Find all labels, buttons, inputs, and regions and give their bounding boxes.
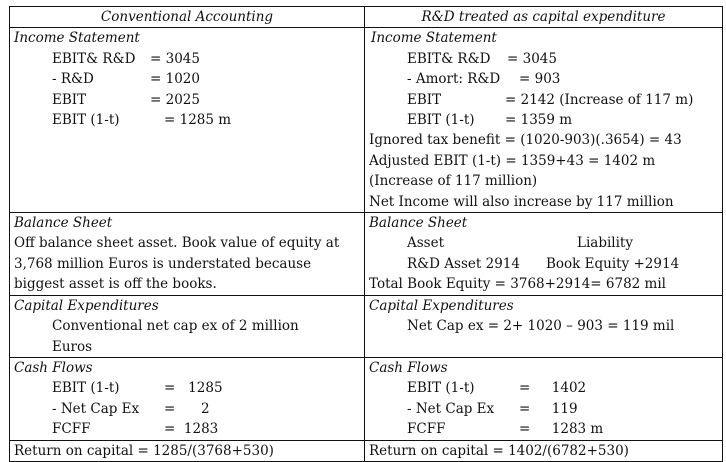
balance-total: Total Book Equity = 3768+2914= 6782 mil xyxy=(369,276,666,293)
income-line: EBIT& R&D = 3045 xyxy=(407,50,557,67)
cash-flow-line: FCFF = 1283 xyxy=(52,421,219,438)
income-statement-conventional xyxy=(10,28,365,213)
cash-flows-rd xyxy=(365,357,723,440)
comparison-table xyxy=(9,6,723,462)
section-title: Income Statement xyxy=(371,30,497,47)
capex-rd xyxy=(365,295,723,357)
balance-items: R&D Asset 2914 Book Equity +2914 xyxy=(407,255,680,272)
cash-flow-line: - Net Cap Ex = 2 xyxy=(52,400,210,417)
cash-flow-line: - Net Cap Ex = 119 xyxy=(407,400,578,417)
income-line: - Amort: R&D = 903 xyxy=(407,71,561,88)
cash-flows-row xyxy=(10,357,723,440)
income-note: Ignored tax benefit = (1020-903)(.3654) = 43 xyxy=(369,132,682,149)
income-line: EBIT (1-t) = 1285 m xyxy=(52,112,232,129)
income-line: - R&D = 1020 xyxy=(52,71,200,88)
capex-line: Euros xyxy=(52,338,93,355)
section-title: Income Statement xyxy=(14,30,140,47)
return-on-capital-row xyxy=(10,440,723,461)
income-line: EBIT = 2025 xyxy=(52,91,200,108)
rd-capitalization-comparison xyxy=(9,6,722,462)
capex-row xyxy=(10,295,723,357)
capex-conventional xyxy=(10,295,365,357)
cash-flow-line: EBIT (1-t) = 1285 xyxy=(52,380,223,397)
income-note: Net Income will also increase by 117 million xyxy=(369,193,674,210)
section-title: Balance Sheet xyxy=(369,215,468,232)
income-note: (Increase of 117 million) xyxy=(369,173,538,190)
cash-flow-line: FCFF = 1283 m xyxy=(407,421,604,438)
header-row xyxy=(10,7,723,28)
capex-line: Conventional net cap ex of 2 million xyxy=(52,318,299,335)
capex-line: Net Cap ex = 2+ 1020 – 903 = 119 mil xyxy=(407,318,675,335)
income-statement-rd xyxy=(365,28,723,213)
section-title: Capital Expenditures xyxy=(14,297,159,314)
section-title: Cash Flows xyxy=(14,359,93,376)
cash-flow-line: EBIT (1-t) = 1402 xyxy=(407,380,587,397)
balance-headers: Asset Liability xyxy=(407,235,633,252)
header-rd-capitalized: R&D treated as capital expenditure xyxy=(365,7,723,28)
income-line: EBIT = 2142 (Increase of 117 m) xyxy=(407,91,694,108)
section-title: Balance Sheet xyxy=(14,215,113,232)
cash-flows-conventional xyxy=(10,357,365,440)
income-statement-row xyxy=(10,28,723,213)
return-on-capital-conventional: Return on capital = 1285/(3768+530) xyxy=(10,440,365,461)
header-conventional: Conventional Accounting xyxy=(10,7,365,28)
balance-sheet-conventional xyxy=(10,213,365,296)
balance-sheet-row xyxy=(10,213,723,296)
return-on-capital-rd: Return on capital = 1402/(6782+530) xyxy=(365,440,723,461)
section-title: Cash Flows xyxy=(369,359,448,376)
income-line: EBIT& R&D = 3045 xyxy=(52,50,200,67)
balance-note: Off balance sheet asset. Book value of equity at 3,768 million Euros is understated because biggest asset is off the books. xyxy=(14,235,340,293)
income-line: EBIT (1-t) = 1359 m xyxy=(407,112,573,129)
income-note: Adjusted EBIT (1-t) = 1359+43 = 1402 m xyxy=(369,152,656,169)
balance-sheet-rd xyxy=(365,213,723,296)
section-title: Capital Expenditures xyxy=(369,297,514,314)
